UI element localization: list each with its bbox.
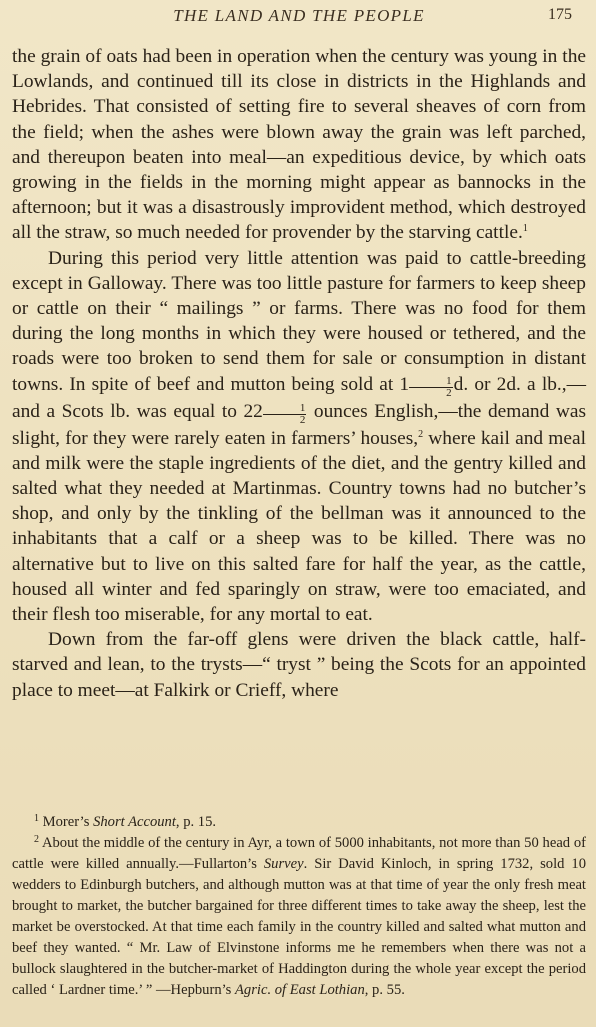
running-head xyxy=(12,0,586,30)
paragraph-1 xyxy=(12,44,586,246)
paragraph-2-part-c: ounces English,—the demand was slight, for they were rarely eaten in farmers’ houses, xyxy=(12,400,587,449)
page-number: 175 xyxy=(548,6,572,23)
footnote-1-title: Short Account xyxy=(93,814,176,830)
footnote-2-title-agric: Agric. of East Lothian xyxy=(235,982,365,998)
fraction-denominator: 2 xyxy=(299,413,306,426)
paragraph-2-part-b: d. or 2d. a lb.,—and a Scots lb. was equal to 22 xyxy=(12,373,586,422)
paragraph-2-part-d: where kail and meal and milk were the staple ingredients of the diet, and the gentry killed and salted what they needed at Martinmas. Country towns had no butcher’s shop, and only by the tinkling of the bellman was it announced to the inhabitants that a calf or a sheep was to be killed. There was no alternative but to live on this salted fare for half the year, as the cattle, housed all winter and fed sparingly on straw, were too emaciated, and their flesh too miserable, for any mortal to eat. xyxy=(12,427,586,626)
paragraph-3-text: Down from the far-off glens were driven the black cattle, half-starved and lean, to the trysts—“ tryst ” being the Scots for an appointed place to meet—at Falkirk or Crieff, where xyxy=(12,629,586,701)
paragraph-2-part-a: During this period very little attention was paid to cattle-breeding except in Galloway. There was too little pasture for farmers to keep sheep or cattle on their “ mailings ” or farms. There was no food for them during the long months in which they were housed or tethered, and the roads were too broken to send them for sale or consumption in distant towns. In spite of beef and mutton being sold at 1 xyxy=(12,247,586,395)
fraction-numerator: 1 xyxy=(409,376,453,388)
footnote-ref-1: 1 xyxy=(522,223,528,235)
running-title: THE LAND AND THE PEOPLE xyxy=(173,6,425,25)
paragraph-1-text: the grain of oats had been in operation when the century was young in the Lowlands, and continued till its close in districts in the Highlands and Hebrides. That consisted of setting fire to several sheaves of corn from the field; when the ashes were blown away the grain was left parched, and thereupon beaten into meal—an expeditious device, by which oats growing in the fields in the morning might appear as bannocks in the afternoon; but it was a disastrously improvident method, which destroyed all the straw, so much needed for provender by the starving cattle. xyxy=(12,46,586,244)
footnote-2-text-c: , p. 55. xyxy=(364,982,405,998)
fraction-one-half xyxy=(263,403,307,426)
paragraph-2 xyxy=(12,246,586,628)
footnote-1 xyxy=(12,812,586,833)
footnote-2-text-b: . Sir David Kinloch, in spring 1732, sold 10 wedders to Edinburgh butchers, and although mutton was at that time of year the only fresh meat brought to market, the butcher bargained for three different times to take away the sheep, lest the market be overstocked. At that time each family in the country killed and salted what mutton and beef they wanted. “ Mr. Law of Elvinstone informs me he remembers when there was not a bullock slaughtered in the butcher-market of Haddington during the whole year except the period called ‘ Lardner time.’ ” —Hepburn’s xyxy=(12,856,586,998)
footnote-2-marker: 2 xyxy=(34,834,39,845)
paragraph-3 xyxy=(12,627,586,703)
fraction-numerator: 1 xyxy=(263,403,307,415)
fraction-denominator: 2 xyxy=(446,386,452,399)
footnote-2-text-a: About the middle of the century in Ayr, a town of 5000 inhabitants, not more than 50 head of cattle were killed annually.—Fullarton’s xyxy=(12,835,587,872)
footnote-2-title-survey: Survey xyxy=(263,856,304,872)
footnote-2 xyxy=(12,833,586,1001)
footnotes xyxy=(12,812,586,1001)
footnote-1-text-b: , p. 15. xyxy=(175,814,217,830)
fraction-one-half xyxy=(409,376,453,399)
footnote-1-text-a: Morer’s xyxy=(42,814,94,830)
footnote-1-marker: 1 xyxy=(34,813,39,824)
body-text xyxy=(12,44,586,703)
footnote-ref-2: 2 xyxy=(418,428,424,440)
